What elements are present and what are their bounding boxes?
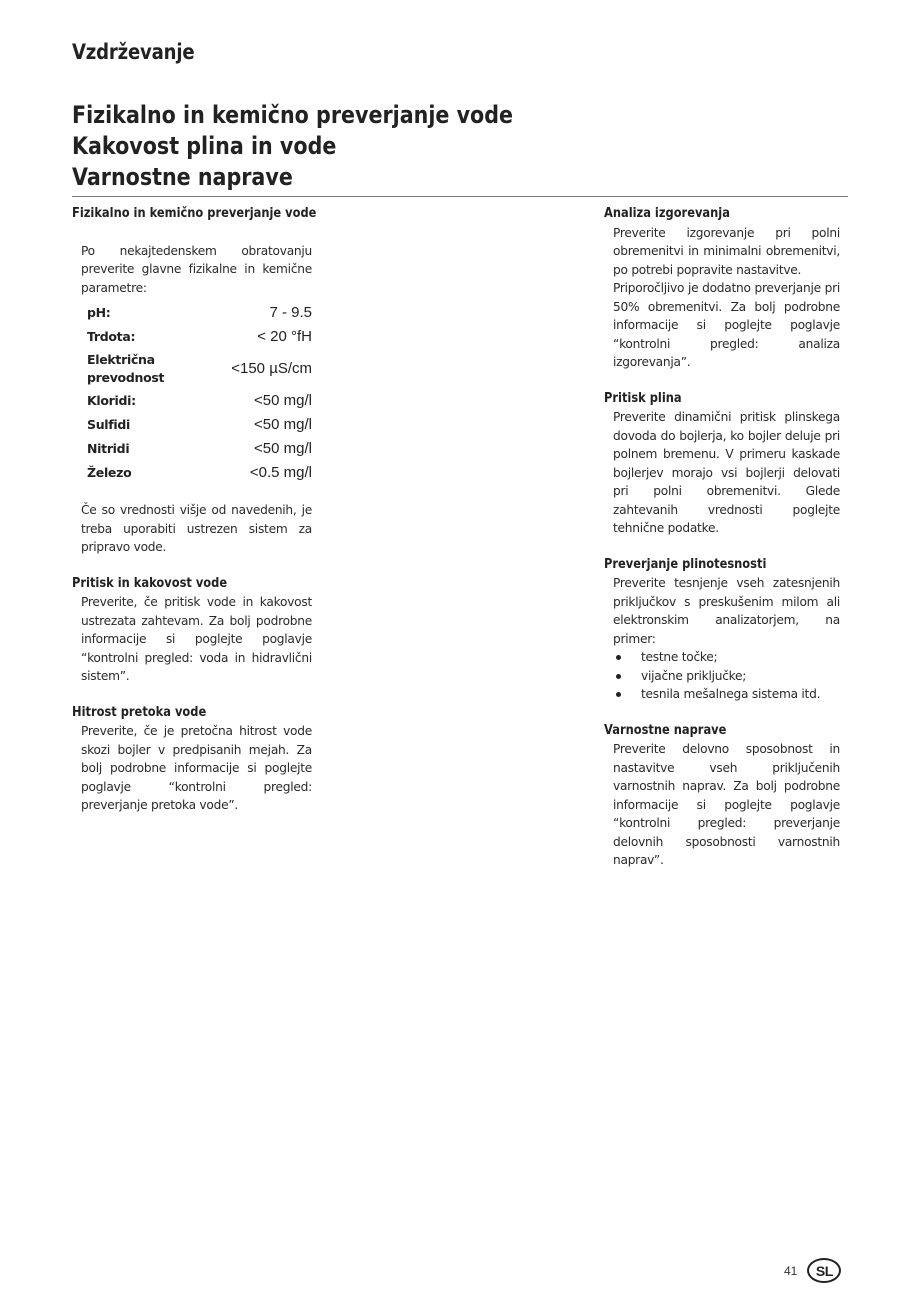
pressure-quality-section bbox=[72, 575, 312, 686]
paragraph: Preverite izgorevanje pri polni obremenitvi in minimalni obremenitvi, po potrebi popravite nastavitve. bbox=[613, 225, 840, 277]
flow-rate-section bbox=[72, 704, 312, 815]
right-column bbox=[604, 205, 840, 870]
table-row bbox=[87, 301, 312, 325]
param-value: <50 mg/l bbox=[254, 391, 312, 409]
bullet-icon bbox=[616, 674, 621, 679]
left-column bbox=[72, 205, 317, 815]
section-heading: Pritisk plina bbox=[604, 390, 682, 406]
list-item: testne točke; bbox=[613, 648, 840, 667]
section-heading: Analiza izgorevanja bbox=[604, 206, 730, 221]
paragraph: Preverite, če pritisk vode in kakovost ustrezata zahtevam. Za bolj podrobne informacije si poglejte poglavje “kontrolni pregled: voda in hidravlični sistem”. bbox=[81, 595, 312, 683]
param-value: 7 - 9.5 bbox=[269, 303, 312, 321]
paragraph: Preverite delovno sposobnost in nastavitve vseh priključenih varnostnih naprav. Za bolj podrobne informacije si poglejte poglavje “kontrolni pregled: preverjanje delovnih sposobnosti varnostnih naprav”. bbox=[613, 742, 840, 867]
title-divider bbox=[72, 196, 848, 197]
bullet-icon bbox=[616, 692, 621, 697]
param-label: Trdota: bbox=[87, 329, 136, 344]
param-label: Sulfidi bbox=[87, 417, 131, 432]
section-heading: Fizikalno in kemično preverjanje vode bbox=[72, 206, 317, 221]
water-parameters-table bbox=[87, 301, 312, 485]
paragraph: Preverite tesnjenje vseh zatesnjenih priključkov s preskušenim milom ali elektronskim analizatorjem, na primer: bbox=[613, 576, 840, 646]
table-row bbox=[87, 325, 312, 349]
param-value: <50 mg/l bbox=[254, 439, 312, 457]
language-badge-icon: SL bbox=[807, 1258, 841, 1283]
param-label: Nitridi bbox=[87, 441, 130, 456]
page-footer bbox=[784, 1258, 841, 1283]
water-check-section bbox=[72, 205, 317, 557]
page-number: 41 bbox=[784, 1263, 798, 1278]
list-item: vijačne priključke; bbox=[613, 667, 840, 686]
table-row bbox=[87, 437, 312, 461]
list-item: tesnila mešalnega sistema itd. bbox=[613, 685, 840, 704]
param-value: <150 µS/cm bbox=[231, 359, 312, 377]
paragraph: Po nekajtedenskem obratovanju preverite glavne fizikalne in kemične parametre: bbox=[81, 243, 312, 295]
page-title: Fizikalno in kemično preverjanje vode bbox=[72, 101, 514, 129]
table-row bbox=[87, 413, 312, 437]
param-value: < 20 °fH bbox=[257, 327, 312, 345]
page-title: Kakovost plina in vode bbox=[72, 132, 337, 160]
paragraph: Če so vrednosti višje od navedenih, je treba uporabiti ustrezen sistem za pripravo vode. bbox=[81, 503, 312, 554]
paragraph: Preverite, če je pretočna hitrost vode skozi bojler v predpisanih mejah. Za bolj podrobne informacije si poglejte poglavje “kontrolni pregled: preverjanje pretoka vode”. bbox=[81, 724, 312, 812]
bullet-list bbox=[604, 648, 840, 704]
page-titles bbox=[72, 100, 513, 193]
section-heading: Varnostne naprave bbox=[604, 722, 727, 738]
section-label: Vzdrževanje bbox=[72, 40, 195, 64]
section-heading: Pritisk in kakovost vode bbox=[72, 575, 228, 591]
table-row bbox=[87, 389, 312, 413]
combustion-section bbox=[604, 205, 840, 372]
param-value: <0.5 mg/l bbox=[249, 463, 312, 481]
bullet-icon bbox=[616, 655, 621, 660]
param-label: Električna prevodnost bbox=[87, 352, 165, 385]
table-row bbox=[87, 461, 312, 485]
safety-devices-section bbox=[604, 722, 840, 870]
gas-tightness-section bbox=[604, 556, 840, 704]
table-row bbox=[87, 349, 312, 389]
gas-pressure-section bbox=[604, 390, 840, 538]
param-label: pH: bbox=[87, 305, 111, 320]
paragraph: Preverite dinamični pritisk plinskega dovoda do bojlerja, ko bojler deluje pri polnem bremenu. V primeru kaskade bojlerjev morajo vsi bojlerji delovati pri polni obremenitvi. Glede zahtevanih vrednosti poglejte tehnične podatke. bbox=[613, 410, 840, 535]
param-label: Železo bbox=[87, 465, 132, 480]
paragraph: Priporočljivo je dodatno preverjanje pri 50% obremenitvi. Za bolj podrobne informacije si poglejte poglavje “kontrolni pregled: analiza izgorevanja”. bbox=[613, 281, 840, 369]
param-label: Kloridi: bbox=[87, 393, 136, 408]
section-heading: Hitrost pretoka vode bbox=[72, 704, 207, 720]
page-title: Varnostne naprave bbox=[72, 163, 293, 191]
param-value: <50 mg/l bbox=[254, 415, 312, 433]
section-heading: Preverjanje plinotesnosti bbox=[604, 556, 767, 572]
